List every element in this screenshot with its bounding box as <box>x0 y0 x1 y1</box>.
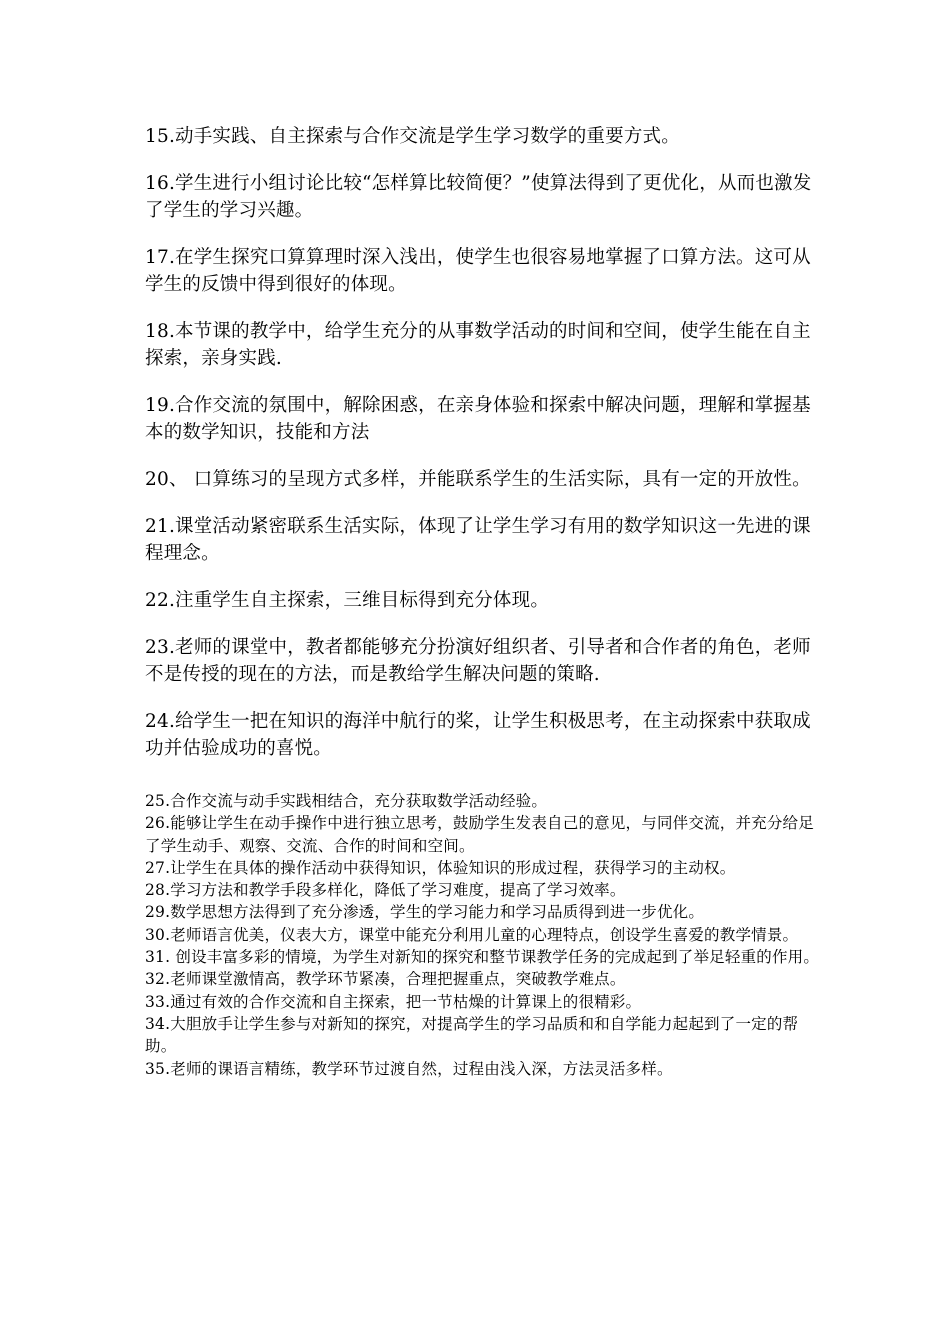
paragraph-section <box>145 123 825 762</box>
paragraph-22: 22.注重学生自主探索，三维目标得到充分体现。 <box>145 590 550 611</box>
list-item-25: 25.合作交流与动手实践相结合，充分获取数学活动经验。 <box>145 792 548 810</box>
list-item-30: 30.老师语言优美，仪表大方，课堂中能充分利用儿童的心理特点，创设学生喜爱的教学情景。 <box>145 925 799 944</box>
list-item-26: 26.能够让学生在动手操作中进行独立思考，鼓励学生发表自己的意见，与同伴交流，并充分给足了学生动手、观察、交流、合作的时间和空间。 <box>145 814 814 855</box>
document-body <box>145 123 825 1080</box>
list-item-32: 32.老师课堂激情高，教学环节紧凑，合理把握重点，突破教学难点。 <box>145 970 626 989</box>
paragraph-24: 24.给学生一把在知识的海洋中航行的桨，让学生积极思考，在主动探索中获取成功并估验成功的喜悦。 <box>145 711 811 759</box>
paragraph-18: 18.本节课的教学中，给学生充分的从事数学活动的时间和空间，使学生能在自主探索，亲身实践. <box>145 321 811 369</box>
paragraph-17: 17.在学生探究口算算理时深入浅出，使学生也很容易地掌握了口算方法。这可从学生的反馈中得到很好的体现。 <box>145 247 811 295</box>
list-item-35: 35.老师的课语言精练，教学环节过渡自然，过程由浅入深，方法灵活多样。 <box>145 1059 673 1078</box>
list-item-33: 33.通过有效的合作交流和自主探索，把一节枯燥的计算课上的很精彩。 <box>145 992 642 1011</box>
paragraph-15: 15.动手实践、自主探索与合作交流是学生学习数学的重要方式。 <box>145 126 680 147</box>
list-item-31: 31. 创设丰富多彩的情境，为学生对新知的探究和整节课教学任务的完成起到了举足轻重的作用。 <box>145 948 820 967</box>
paragraph-23: 23.老师的课堂中，教者都能够充分扮演好组织者、引导者和合作者的角色，老师不是传授的现在的方法，而是教给学生解决问题的策略. <box>145 637 811 685</box>
paragraph-20: 20、 口算练习的呈现方式多样，并能联系学生的生活实际，具有一定的开放性。 <box>145 469 811 490</box>
paragraph-19: 19.合作交流的氛围中，解除困惑，在亲身体验和探索中解决问题，理解和掌握基本的数学知识，技能和方法 <box>145 395 811 443</box>
paragraph-21: 21.课堂活动紧密联系生活实际，体现了让学生学习有用的数学知识这一先进的课程理念。 <box>145 516 811 564</box>
list-item-29: 29.数学思想方法得到了充分渗透，学生的学习能力和学习品质得到进一步优化。 <box>145 903 705 922</box>
list-item-27: 27.让学生在具体的操作活动中获得知识，体验知识的形成过程，获得学习的主动权。 <box>145 858 736 877</box>
paragraph-16: 16.学生进行小组讨论比较“怎样算比较简便？”使算法得到了更优化，从而也激发了学生的学习兴趣。 <box>145 173 812 221</box>
list-item-28: 28.学习方法和教学手段多样化，降低了学习难度，提高了学习效率。 <box>145 881 626 900</box>
list-section <box>145 790 825 1080</box>
list-item-34: 34.大胆放手让学生参与对新知的探究，对提高学生的学习品质和和自学能力起起到了一定的帮助。 <box>145 1014 799 1056</box>
